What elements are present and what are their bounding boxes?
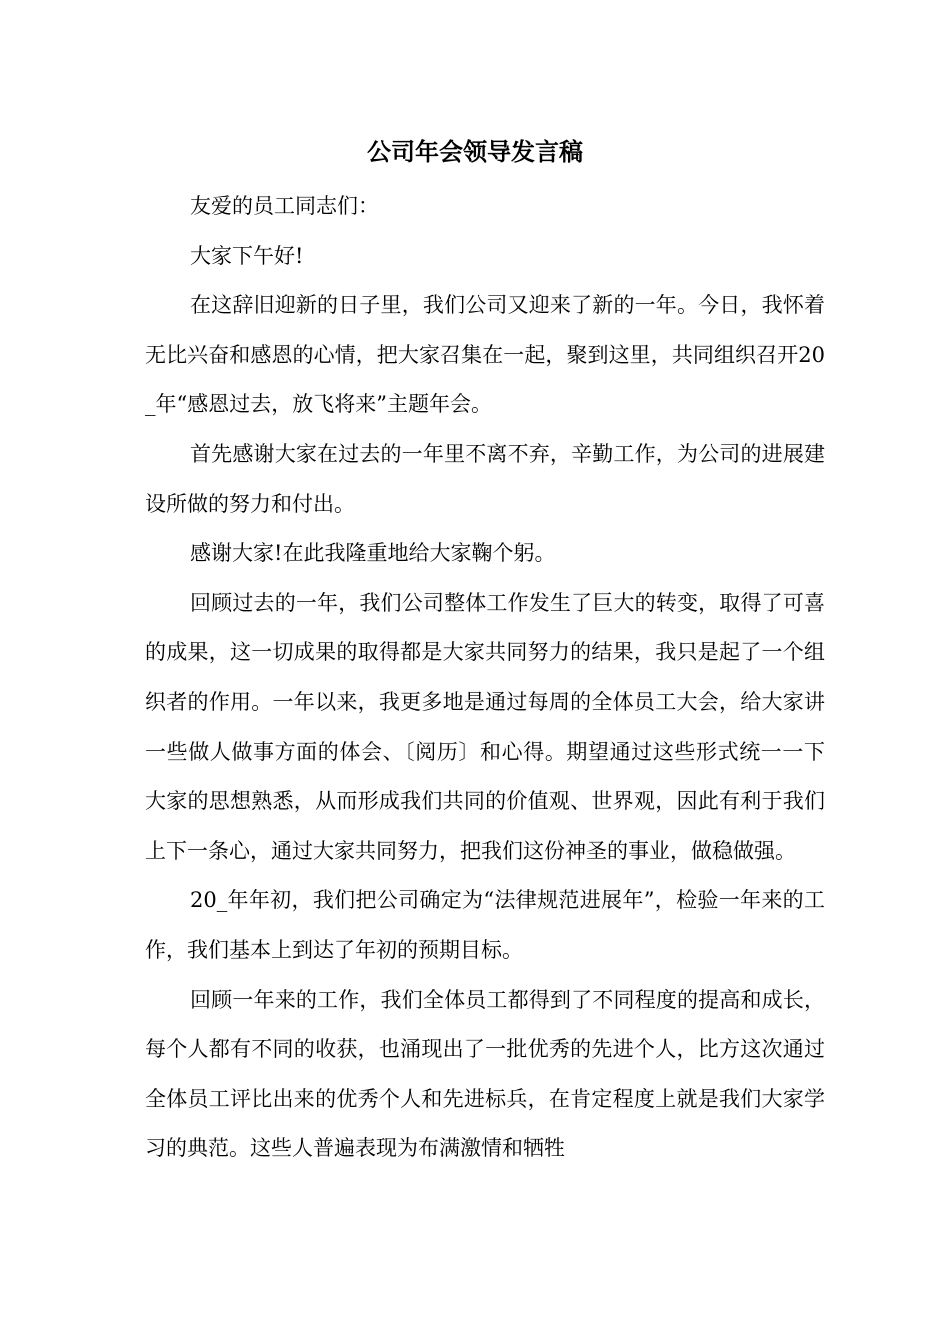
paragraph-year-goal: 20_年年初，我们把公司确定为“法律规范进展年”，检验一年来的工作，我们基本上到达了年初的预期目标。 bbox=[145, 888, 825, 962]
paragraph-bow: 感谢大家!在此我隆重地给大家鞠个躬。 bbox=[190, 541, 556, 566]
paragraph-review: 回顾过去的一年，我们公司整体工作发生了巨大的转变，取得了可喜的成果，这一切成果的取得都是大家共同努力的结果，我只是起了一个组织者的作用。一年以来，我更多地是通过每周的全体员工大会，给大家讲一些做人做事方面的体会、〔阅历〕和心得。期望通过这些形式统一一下大家的思想熟悉，从而形成我们共同的价值观、世界观，因此有利于我们上下一条心，通过大家共同努力，把我们这份神圣的事业，做稳做强。 bbox=[145, 590, 825, 863]
paragraph-thanks: 首先感谢大家在过去的一年里不离不弃，辛勤工作，为公司的进展建设所做的努力和付出。 bbox=[145, 441, 825, 516]
paragraph-greeting: 友爱的员工同志们： bbox=[190, 194, 379, 218]
document-body bbox=[145, 182, 825, 1174]
paragraph-growth: 回顾一年来的工作，我们全体员工都得到了不同程度的提高和成长，每个人都有不同的收获，也涌现出了一批优秀的先进个人，比方这次通过全体员工评比出来的优秀个人和先进标兵，在肯定程度上就是我们大家学习的典范。这些人普遍表现为布满激情和牺牲 bbox=[145, 987, 825, 1161]
document-title: 公司年会领导发言稿 bbox=[367, 137, 583, 166]
paragraph-opening: 在这辞旧迎新的日子里，我们公司又迎来了新的一年。今日，我怀着无比兴奋和感恩的心情，把大家召集在一起，聚到这里，共同组织召开20_年“感恩过去，放飞将来”主题年会。 bbox=[145, 293, 825, 417]
paragraph-salutation: 大家下午好! bbox=[190, 243, 304, 268]
